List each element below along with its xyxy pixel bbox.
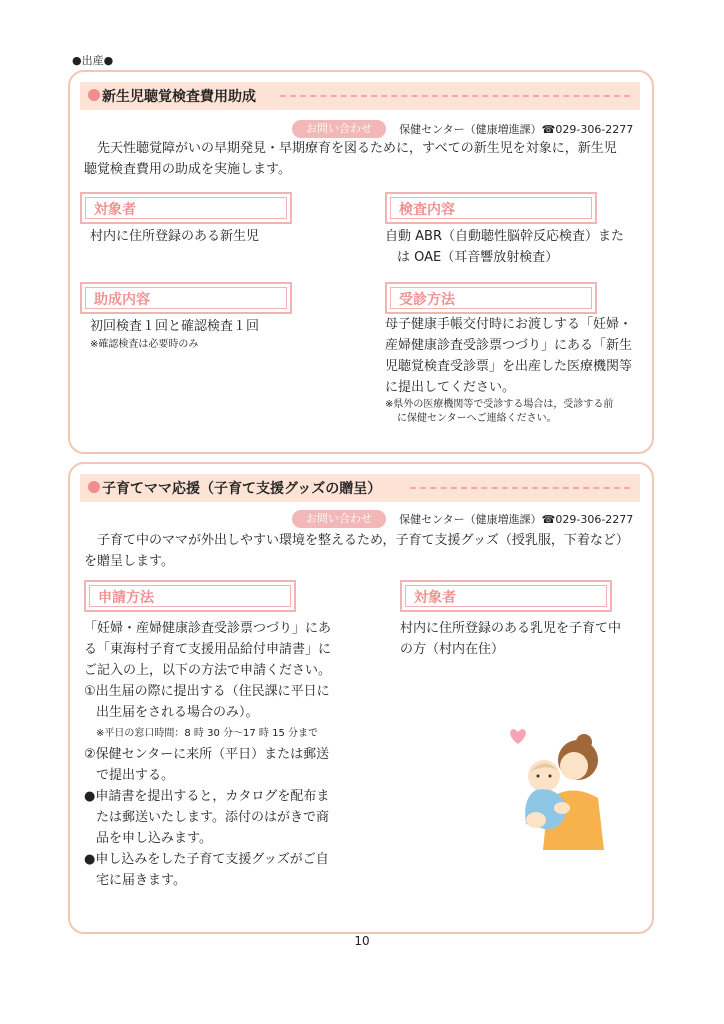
howto-label: 受診方法	[399, 292, 455, 308]
apply-item: ①出生届の際に提出する（住民課に平日に	[84, 684, 330, 699]
apply-line: ご記入の上，以下の方法で申請ください。	[84, 663, 332, 678]
dashed-divider	[410, 487, 630, 489]
apply-line: 「妊婦・産婦健康診査受診票つづり」にあ	[84, 621, 332, 636]
subsidy-text: 初回検査１回と確認検査１回	[90, 319, 260, 334]
howto-label-box	[385, 282, 597, 314]
exam-line: 自動 ABR（自動聴性脳幹反応検査）また	[385, 229, 624, 244]
apply-item: 出生届をされる場合のみ）。	[96, 705, 259, 720]
intro-line: 子育て中のママが外出しやすい環境を整えるため，子育て支援グッズ（授乳服，下着など）	[84, 533, 629, 548]
page-number: 10	[354, 934, 370, 948]
bullet-dot-icon	[88, 89, 100, 101]
mother-baby-illustration	[508, 720, 608, 860]
apply-bullet: ●申し込みをした子育て支援グッズがご自	[84, 852, 329, 867]
dashed-divider	[280, 95, 630, 97]
heart-icon	[510, 729, 526, 744]
howto-note-line: ※県外の医療機関等で受診する場合は，受診する前	[385, 399, 614, 410]
target-text	[400, 618, 650, 660]
target-label-box	[400, 580, 612, 612]
apply-line: る「東海村子育て支援用品給付申請書」に	[84, 642, 332, 657]
exam-line: は OAE（耳音響放射検査）	[397, 250, 559, 265]
subsidy-label-box	[80, 282, 292, 314]
target-label-box	[80, 192, 292, 224]
howto-note-line: に保健センターへご連絡ください。	[397, 413, 557, 424]
howto-line: に提出してください。	[385, 380, 516, 395]
contact-info	[292, 118, 633, 138]
subsidy-note: ※確認検査は必要時のみ	[90, 339, 199, 350]
bullet-dot-icon	[88, 481, 100, 493]
apply-bullet: 品を申し込みます。	[96, 831, 212, 846]
section-category-label: ●出産●	[72, 54, 114, 67]
subsidy-label: 助成内容	[94, 292, 150, 308]
apply-label: 申請方法	[98, 590, 154, 606]
howto-line: 産婦健康診査受診票つづり」にある「新生	[385, 338, 633, 353]
section-title-band	[80, 474, 640, 502]
howto-line: 児聴覚検査受診票」を出産した医療機関等	[385, 359, 633, 374]
section-intro	[84, 530, 644, 572]
intro-line: 聴覚検査費用の助成を実施します。	[84, 162, 291, 177]
intro-line: を贈呈します。	[84, 554, 174, 569]
target-line: の方（村内在住）	[400, 642, 505, 657]
exam-text	[385, 226, 645, 268]
section-title: 新生児聴覚検査費用助成	[102, 89, 256, 105]
target-label: 対象者	[414, 590, 456, 606]
contact-pill: お問い合わせ	[292, 510, 386, 528]
apply-item: で提出する。	[96, 768, 175, 783]
apply-bullet: 宅に届きます。	[96, 873, 186, 888]
contact-text: 保健センター（健康増進課）☎029-306-2277	[399, 512, 634, 526]
apply-text	[84, 618, 354, 891]
exam-label: 検査内容	[399, 202, 455, 218]
exam-label-box	[385, 192, 597, 224]
intro-line: 先天性聴覚障がいの早期発見・早期療育を図るために，すべての新生児を対象に，新生児	[84, 141, 617, 156]
apply-item-note: ※平日の窓口時間：8 時 30 分～17 時 15 分まで	[96, 728, 318, 739]
section-title-band	[80, 82, 640, 110]
apply-label-box	[84, 580, 296, 612]
section-title: 子育てママ応援（子育て支援グッズの贈呈）	[102, 481, 382, 497]
apply-item: ②保健センターに来所（平日）または郵送	[84, 747, 330, 762]
contact-pill: お問い合わせ	[292, 120, 386, 138]
howto-text	[385, 314, 650, 398]
target-label: 対象者	[94, 202, 136, 218]
target-line: 村内に住所登録のある乳児を子育て中	[400, 621, 622, 636]
howto-line: 母子健康手帳交付時にお渡しする「妊婦・	[385, 317, 633, 332]
apply-bullet: たは郵送いたします。添付のはがきで商	[96, 810, 329, 825]
contact-info	[292, 508, 633, 528]
howto-note	[385, 398, 650, 426]
section-intro	[84, 138, 644, 180]
apply-bullet: ●申請書を提出すると，カタログを配布ま	[84, 789, 330, 804]
target-text: 村内に住所登録のある新生児	[90, 229, 260, 244]
contact-text: 保健センター（健康増進課）☎029-306-2277	[399, 122, 634, 136]
